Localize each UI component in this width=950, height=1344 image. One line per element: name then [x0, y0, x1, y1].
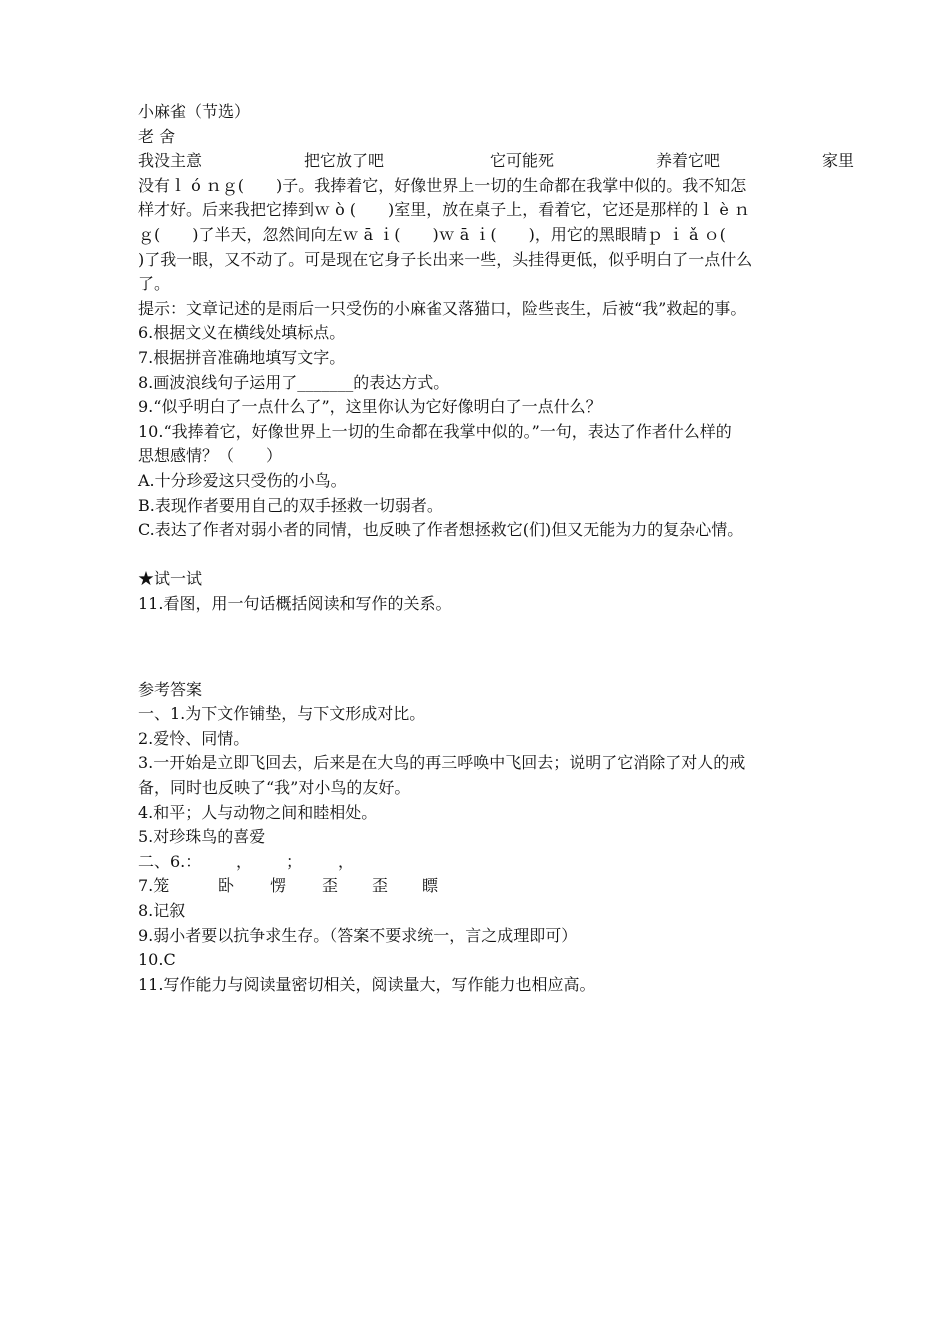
question-6: 6.根据文义在横线处填标点。	[138, 323, 346, 343]
answer-8: 8.记叙	[138, 901, 186, 920]
answer-3-line-1: 3.一开始是立即飞回去，后来是在大鸟的再三呼唤中飞回去；说明了它消除了对人的戒	[138, 753, 746, 773]
answer-10: 10.C	[138, 950, 176, 970]
answers-heading: 参考答案	[138, 679, 203, 699]
passage-line-2: 没有ｌ ó ｎｇ( )子。我捧着它，好像世界上一切的生命都在我掌中似的。我不知怎	[138, 175, 747, 195]
passage-fragment-c: 它可能死	[490, 151, 555, 171]
question-10-option-c: C.表达了作者对弱小者的同情，也反映了作者想拯救它(们)但又无能为力的复杂心情。	[138, 520, 744, 540]
spacer	[138, 616, 860, 665]
answer-7	[138, 874, 860, 899]
answer-6-punct-3: ，	[338, 851, 355, 871]
question-10-line-2: 思想感情？（ ）	[138, 446, 283, 466]
question-8: 8.画波浪线句子运用了_______的表达方式。	[138, 372, 450, 392]
question-10-option-a: A.十分珍爱这只受伤的小鸟。	[138, 470, 347, 490]
passage-fragment-a: 我没主意	[138, 151, 203, 171]
answer-6-punct-1: ，	[236, 851, 253, 871]
passage-fragment-e: 家里	[822, 151, 855, 171]
answer-3-line-2: 备，同时也反映了“我”对小鸟的友好。	[138, 778, 411, 798]
passage-author: 老 舍	[138, 126, 176, 146]
try-heading: ★试一试	[138, 569, 203, 589]
passage-line-5: )了我一眼，又不动了。可是现在它身子长出来一些，头挂得更低，似乎明白了一点什么	[138, 249, 753, 269]
passage-fragment-b: 把它放了吧	[304, 151, 385, 171]
passage-fragment-d: 养着它吧	[656, 151, 721, 171]
question-10-option-b: B.表现作者要用自己的双手拯救一切弱者。	[138, 495, 443, 515]
answer-7-word-4: 歪	[322, 876, 339, 896]
worksheet-page	[138, 100, 860, 997]
answer-7-word-2: 卧	[218, 876, 235, 896]
answer-2: 2.爱怜、同情。	[138, 728, 250, 748]
passage-title: 小麻雀（节选）	[138, 102, 251, 121]
question-11: 11.看图，用一句话概括阅读和写作的关系。	[138, 593, 452, 613]
answer-6-prefix: 二、6.：	[138, 851, 202, 871]
answer-6	[138, 850, 860, 875]
question-9: 9.“似乎明白了一点什么了”，这里你认为它好像明白了一点什么？	[138, 397, 602, 417]
passage-line-4: ｇ( )了半天，忽然间向左ｗ ā ｉ( )ｗ ā ｉ( )，用它的黑眼睛ｐ ｉ ǎ ｏ(	[138, 224, 726, 244]
answer-1: 一、1.为下文作铺垫，与下文形成对比。	[138, 704, 426, 724]
answer-5: 5.对珍珠鸟的喜爱	[138, 827, 266, 847]
question-7: 7.根据拼音准确地填写文字。	[138, 347, 346, 367]
answer-11: 11.写作能力与阅读量密切相关，阅读量大，写作能力也相应高。	[138, 974, 596, 994]
passage-tip: 提示：文章记述的是雨后一只受伤的小麻雀又落猫口，险些丧生，后被“我”救起的事。	[138, 298, 747, 318]
answer-7-word-6: 瞟	[422, 876, 439, 896]
passage-line-1	[138, 149, 860, 174]
answer-7-word-1: 7.笼	[138, 876, 170, 896]
answer-7-word-3: 愣	[270, 876, 287, 896]
passage-line-6: 了。	[138, 274, 171, 294]
answer-4: 4.和平；人与动物之间和睦相处。	[138, 802, 378, 822]
spacer	[138, 666, 860, 678]
spacer	[138, 543, 860, 568]
answer-7-word-5: 歪	[372, 876, 389, 896]
question-10-line-1: 10.“我捧着它，好像世界上一切的生命都在我掌中似的。”一句，表达了作者什么样的	[138, 421, 732, 441]
answer-9: 9.弱小者要以抗争求生存。（答案不要求统一，言之成理即可）	[138, 925, 578, 945]
answer-6-punct-2: ；	[286, 851, 303, 871]
passage-line-3: 样才好。后来我把它捧到ｗ ò ( )室里，放在桌子上，看着它，它还是那样的ｌ è ｎ	[138, 200, 750, 220]
